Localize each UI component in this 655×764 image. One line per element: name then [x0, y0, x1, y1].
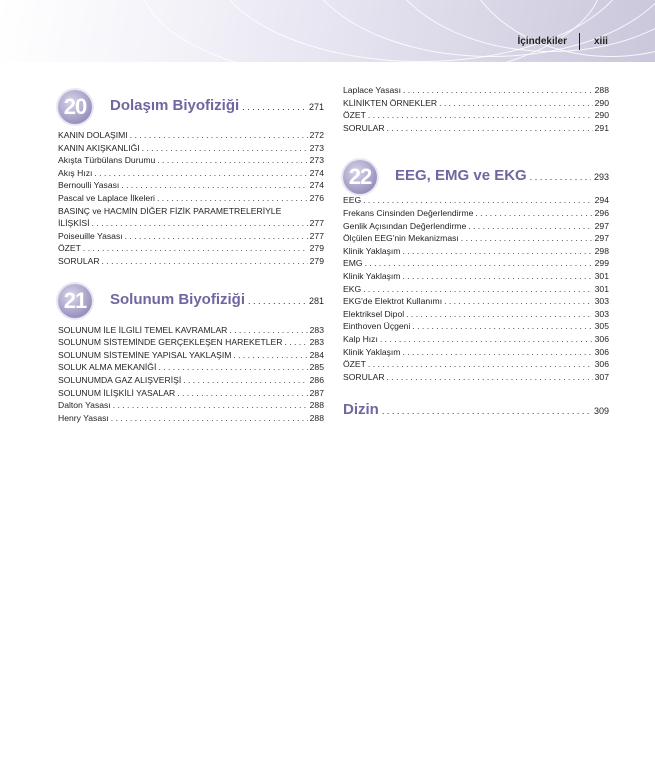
chapter-title: Solunum Biyofiziği: [110, 290, 245, 308]
toc-entry[interactable]: [343, 295, 609, 308]
chapter-number-badge: 20: [58, 90, 92, 124]
toc-entry-page: 273: [309, 155, 324, 166]
chapter-21-heading[interactable]: [58, 284, 324, 326]
toc-entry[interactable]: [58, 387, 324, 400]
toc-entry[interactable]: [58, 154, 324, 167]
toc-entry-title: EMG: [343, 258, 363, 269]
toc-entry-title: Poiseuille Yasası: [58, 230, 123, 241]
toc-entry-page: 307: [594, 371, 609, 382]
toc-entry-page: 305: [594, 321, 609, 332]
toc-entry[interactable]: [58, 349, 324, 362]
toc-entry[interactable]: [58, 179, 324, 192]
toc-entry[interactable]: [343, 84, 609, 97]
toc-entry-page: 306: [594, 346, 609, 357]
dot-leader: [365, 257, 593, 270]
toc-entry-title: SORULAR: [343, 371, 385, 382]
toc-entry-title: Dalton Yasası: [58, 400, 111, 411]
toc-entry-page: 306: [594, 333, 609, 344]
dot-leader: [142, 142, 308, 155]
chapter-number-badge: 22: [343, 160, 377, 194]
toc-entry-title: Akış Hızı: [58, 167, 93, 178]
chapter-page: 293: [593, 172, 609, 183]
toc-entry[interactable]: [58, 230, 324, 243]
dot-leader: [125, 230, 308, 243]
toc-entry[interactable]: [58, 361, 324, 374]
toc-entry-title: Klinik Yaklaşım: [343, 346, 401, 357]
dot-leader: [177, 387, 307, 400]
toc-entry[interactable]: [58, 242, 324, 255]
toc-entry-page: 276: [309, 192, 324, 203]
toc-entry[interactable]: [343, 207, 609, 220]
toc-entry-title: KANIN DOLAŞIMI: [58, 130, 128, 140]
toc-entry-page: 273: [309, 142, 324, 153]
dot-leader: [475, 207, 592, 220]
toc-entry-title: Bernoulli Yasası: [58, 180, 120, 191]
dot-leader: [363, 283, 593, 296]
toc-entry[interactable]: [58, 255, 324, 268]
toc-entry[interactable]: [58, 192, 324, 205]
toc-entry-page: 294: [594, 195, 609, 206]
toc-entry-title: ÖZET: [343, 359, 366, 370]
chapter-20-entries: [58, 129, 324, 268]
chapter-title: EEG, EMG ve EKG: [395, 167, 527, 185]
toc-entry-page: 299: [594, 258, 609, 269]
dot-leader: [412, 320, 592, 333]
toc-entry[interactable]: [58, 205, 324, 230]
chapter-number-badge: 21: [58, 284, 92, 318]
toc-entry-page: 303: [594, 308, 609, 319]
toc-entry-title: Laplace Yasası: [343, 85, 401, 95]
toc-entry-page: 297: [594, 220, 609, 231]
toc-entry-title-continued: İLİŞKİSİ: [58, 218, 90, 229]
dot-leader: [468, 220, 592, 233]
dot-leader: [233, 349, 307, 362]
dot-leader: [461, 232, 593, 245]
toc-right-column: [343, 84, 609, 418]
toc-entry-page: 287: [309, 387, 324, 398]
dot-leader: [121, 179, 307, 192]
toc-entry-page: 290: [594, 97, 609, 108]
toc-entry-title: KANIN AKIŞKANLIĞI: [58, 142, 140, 153]
dot-leader: [242, 102, 306, 112]
dot-leader: [444, 295, 593, 308]
toc-entry[interactable]: [343, 283, 609, 296]
toc-entry-page: 279: [309, 243, 324, 254]
toc-entry-title: ÖZET: [58, 243, 81, 254]
toc-entry-page: 279: [309, 255, 324, 266]
toc-entry[interactable]: [58, 412, 324, 425]
chapter-20-heading[interactable]: [58, 90, 324, 132]
toc-entry-title: Ölçülen EEG'nin Mekanizması: [343, 233, 459, 244]
toc-entry-title: SOLUNUM SİSTEMİNE YAPISAL YAKLAŞIM: [58, 349, 232, 360]
toc-entry[interactable]: [343, 320, 609, 333]
dot-leader: [183, 374, 307, 387]
toc-entry-page: 301: [594, 270, 609, 281]
toc-entry[interactable]: [343, 346, 609, 359]
toc-entry-title: SORULAR: [343, 122, 385, 133]
toc-entry[interactable]: [343, 97, 609, 110]
toc-entry-title: SOLUNUM SİSTEMİNDE GERÇEKLEŞEN HAREKETLER: [58, 337, 283, 348]
toc-entry-title: SOLUK ALMA MEKANİĞİ: [58, 362, 157, 373]
toc-entry-title: Klinik Yaklaşım: [343, 270, 401, 281]
dot-leader: [102, 255, 308, 268]
toc-entry-title: Akışta Türbülans Durumu: [58, 155, 156, 166]
dot-leader: [403, 84, 593, 97]
toc-entry-title: EKG'de Elektrot Kullanımı: [343, 296, 443, 307]
dot-leader: [157, 154, 307, 167]
dot-leader: [402, 245, 592, 258]
toc-entry-page: 298: [594, 245, 609, 256]
toc-entry-title: Henry Yasası: [58, 412, 109, 423]
toc-entry-title: Elektriksel Dipol: [343, 308, 405, 319]
dot-leader: [380, 333, 593, 346]
dot-leader: [368, 109, 593, 122]
dot-leader: [387, 371, 593, 384]
dot-leader: [92, 217, 308, 230]
chapter-page: 271: [308, 102, 324, 112]
chapter-22-entries: [343, 194, 609, 383]
dot-leader: [402, 270, 592, 283]
toc-entry[interactable]: [343, 333, 609, 346]
dot-leader: [284, 336, 307, 349]
dot-leader: [402, 346, 592, 359]
toc-entry-title: ÖZET: [343, 110, 366, 121]
chapter-title: Dolaşım Biyofiziği: [110, 97, 240, 114]
toc-entry-page: 291: [594, 122, 609, 133]
toc-entry-title: SOLUNUM İLE İLGİLİ TEMEL KAVRAMLAR: [58, 324, 228, 335]
running-header-page: xiii: [594, 36, 608, 47]
toc-entry[interactable]: [58, 374, 324, 387]
chapter-22-heading[interactable]: [343, 160, 609, 202]
toc-entry-title: EEG: [343, 195, 362, 206]
toc-entry[interactable]: [58, 399, 324, 412]
dot-leader: [439, 97, 593, 110]
running-header-title: İçindekiler: [517, 36, 567, 47]
dot-leader: [368, 358, 593, 371]
dot-leader: [113, 399, 308, 412]
toc-entry-title: Frekans Cinsinden Değerlendirme: [343, 207, 474, 218]
toc-entry-page: 288: [594, 85, 609, 95]
toc-entry-page: 274: [309, 180, 324, 191]
toc-entry[interactable]: [343, 308, 609, 321]
toc-entry[interactable]: [343, 270, 609, 283]
toc-entry-page: 277: [309, 218, 324, 229]
toc-entry-title: Pascal ve Laplace İlkeleri: [58, 192, 155, 203]
toc-entry[interactable]: [343, 109, 609, 122]
toc-entry-page: 296: [594, 207, 609, 218]
toc-entry-page: 285: [309, 362, 324, 373]
toc-entry-page: 277: [309, 230, 324, 241]
dot-leader: [158, 361, 307, 374]
chapter-page: 281: [308, 295, 324, 306]
dot-leader: [248, 296, 306, 306]
dot-leader: [94, 167, 307, 180]
index-title: Dizin: [343, 401, 379, 419]
toc-entry[interactable]: [343, 358, 609, 371]
dot-leader: [83, 242, 308, 255]
toc-entry-title: Kalp Hızı: [343, 333, 378, 344]
toc-entry-page: 297: [594, 233, 609, 244]
toc-entry-page: 286: [309, 374, 324, 385]
toc-entry-page: 288: [309, 400, 324, 411]
toc-entry-title: Klinik Yaklaşım: [343, 245, 401, 256]
toc-entry-page: 283: [309, 337, 324, 348]
toc-entry[interactable]: [58, 167, 324, 180]
toc-left-column: [58, 90, 324, 424]
toc-entry-page: 272: [309, 130, 324, 140]
toc-entry-title: SOLUNUM İLİŞKİLİ YASALAR: [58, 387, 176, 398]
toc-entry-title: Genlik Açısından Değerlendirme: [343, 220, 467, 231]
toc-entry-title: SORULAR: [58, 255, 100, 266]
toc-entry-page: 306: [594, 359, 609, 370]
toc-entry-page: 303: [594, 296, 609, 307]
toc-entry[interactable]: [343, 220, 609, 233]
toc-entry-title: EKG: [343, 283, 362, 294]
toc-entry[interactable]: [343, 232, 609, 245]
toc-entry-page: 274: [309, 167, 324, 178]
toc-entry-page: 283: [309, 324, 324, 335]
toc-entry[interactable]: [343, 245, 609, 258]
dot-leader: [406, 308, 593, 321]
dot-leader: [111, 412, 308, 425]
toc-entry[interactable]: [58, 142, 324, 155]
toc-entry-page: 284: [309, 349, 324, 360]
toc-entry[interactable]: [343, 257, 609, 270]
chapter-21-continued-entries: [343, 84, 609, 134]
header-divider: [579, 33, 580, 50]
header-banner: [0, 0, 655, 62]
index-page: 309: [593, 406, 609, 417]
index-entry[interactable]: [343, 401, 609, 418]
dot-leader: [157, 192, 308, 205]
toc-entry-page: 288: [309, 412, 324, 423]
toc-entry-title: Einthoven Üçgeni: [343, 321, 411, 332]
toc-entry-line2: [58, 217, 324, 230]
dot-leader: [382, 406, 591, 416]
toc-entry[interactable]: [58, 336, 324, 349]
chapter-21-entries: [58, 324, 324, 425]
toc-entry[interactable]: [343, 122, 609, 135]
toc-entry-title: SOLUNUMDA GAZ ALIŞVERİŞİ: [58, 374, 182, 385]
toc-entry-page: 301: [594, 283, 609, 294]
toc-entry-title: BASINÇ ve HACMİN DİĞER FİZİK PARAMETRELERİYLE: [58, 205, 282, 216]
toc-entry-page: 290: [594, 110, 609, 121]
toc-entry-title: KLİNİKTEN ÖRNEKLER: [343, 97, 438, 108]
dot-leader: [530, 172, 591, 182]
toc-entry[interactable]: [343, 371, 609, 384]
dot-leader: [387, 122, 593, 135]
